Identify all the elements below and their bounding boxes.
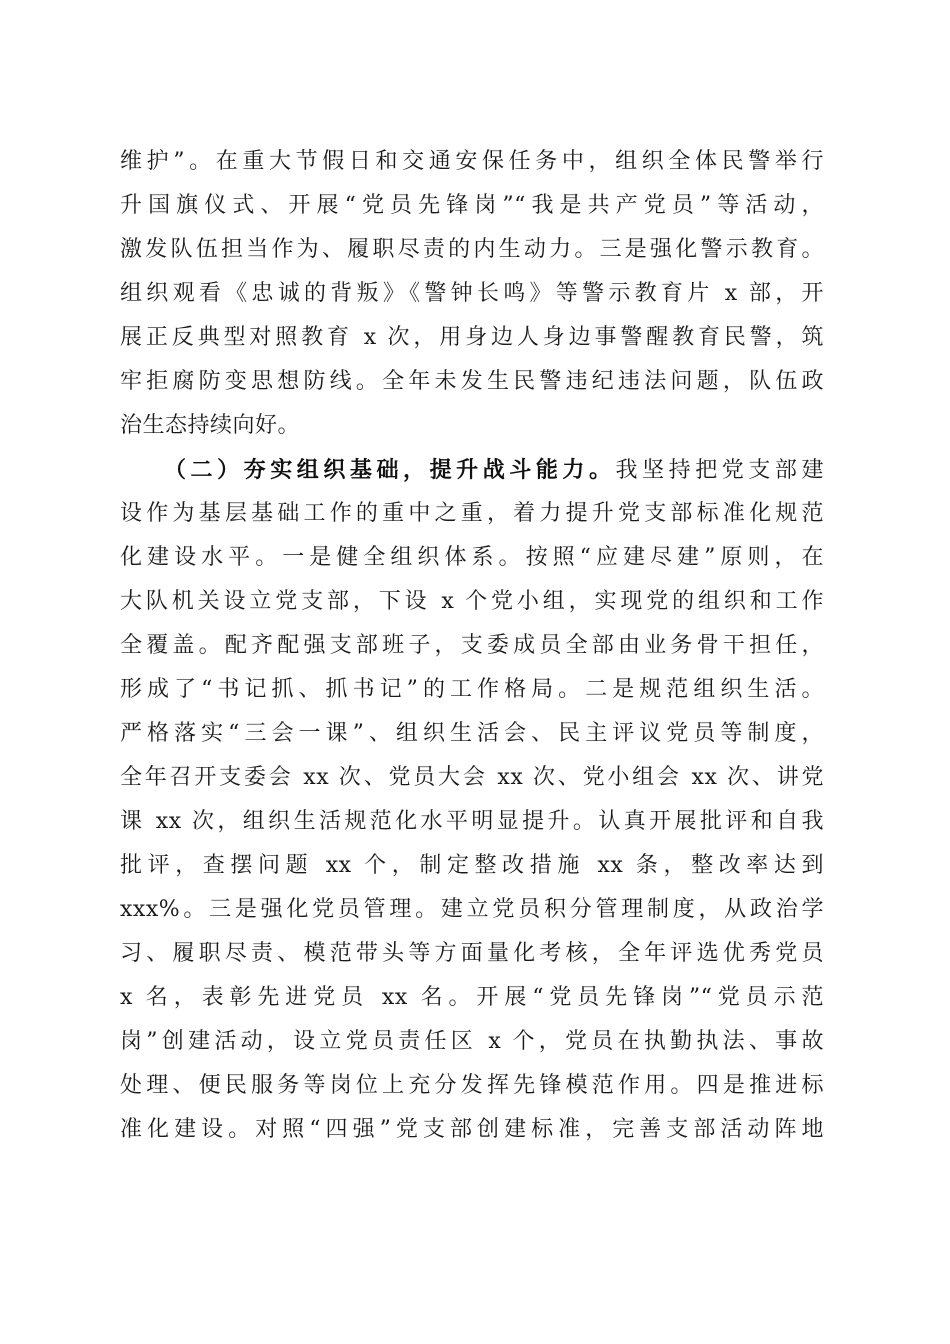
text-line: 激发队伍担当作为、履职尽责的内生动力。三是强化警示教育。 — [120, 237, 824, 262]
text-run: 我坚持把党支部建 — [615, 458, 824, 483]
text-line: 准化建设。对照“四强”党支部创建标准，完善支部活动阵地 — [120, 1117, 824, 1142]
text-line: 大队机关设立党支部，下设 x 个党小组，实现党的组织和工作 — [120, 589, 824, 614]
text-line: 全年召开支委会 xx 次、党员大会 xx 次、党小组会 xx 次、讲党 — [120, 765, 824, 790]
text-line: 处理、便民服务等岗位上充分发挥先锋模范作用。四是推进标 — [120, 1073, 824, 1098]
text-line: 组织观看《忠诚的背叛》《警钟长鸣》等警示教育片 x 部，开 — [120, 281, 824, 306]
body-text — [120, 140, 824, 1152]
text-line: 形成了“书记抓、抓书记”的工作格局。二是规范组织生活。 — [120, 677, 824, 702]
text-line: 展正反典型对照教育 x 次，用身边人身边事警醒教育民警，筑 — [120, 325, 824, 350]
section-heading-line — [120, 448, 824, 492]
text-line: 维护”。在重大节假日和交通安保任务中，组织全体民警举行 — [120, 149, 824, 174]
text-line: 课 xx 次，组织生活规范化水平明显提升。认真开展批评和自我 — [120, 809, 824, 834]
text-line: x 名，表彰先进党员 xx 名。开展“党员先锋岗”“党员示范 — [120, 985, 824, 1010]
text-line: 习、履职尽责、模范带头等方面量化考核，全年评选优秀党员 — [120, 941, 824, 966]
text-line: xxx%。三是强化党员管理。建立党员积分管理制度，从政治学 — [120, 897, 824, 922]
text-line: 岗”创建活动，设立党员责任区 x 个，党员在执勤执法、事故 — [120, 1029, 824, 1054]
text-line: 牢拒腐防变思想防线。全年未发生民警违纪违法问题，队伍政 — [120, 369, 824, 394]
text-line: 严格落实“三会一课”、组织生活会、民主评议党员等制度， — [120, 721, 824, 746]
section-heading: （二）夯实组织基础，提升战斗能力。 — [164, 457, 616, 483]
text-line: 升国旗仪式、开展“党员先锋岗”“我是共产党员”等活动， — [120, 193, 824, 218]
text-line: 治生态持续向好。 — [120, 413, 301, 438]
text-line: 批评，查摆问题 xx 个，制定整改措施 xx 条，整改率达到 — [120, 853, 824, 878]
text-line: 全覆盖。配齐配强支部班子，支委成员全部由业务骨干担任， — [120, 633, 824, 658]
text-line: 化建设水平。一是健全组织体系。按照“应建尽建”原则，在 — [120, 545, 824, 570]
text-line: 设作为基层基础工作的重中之重，着力提升党支部标准化规范 — [120, 501, 824, 526]
